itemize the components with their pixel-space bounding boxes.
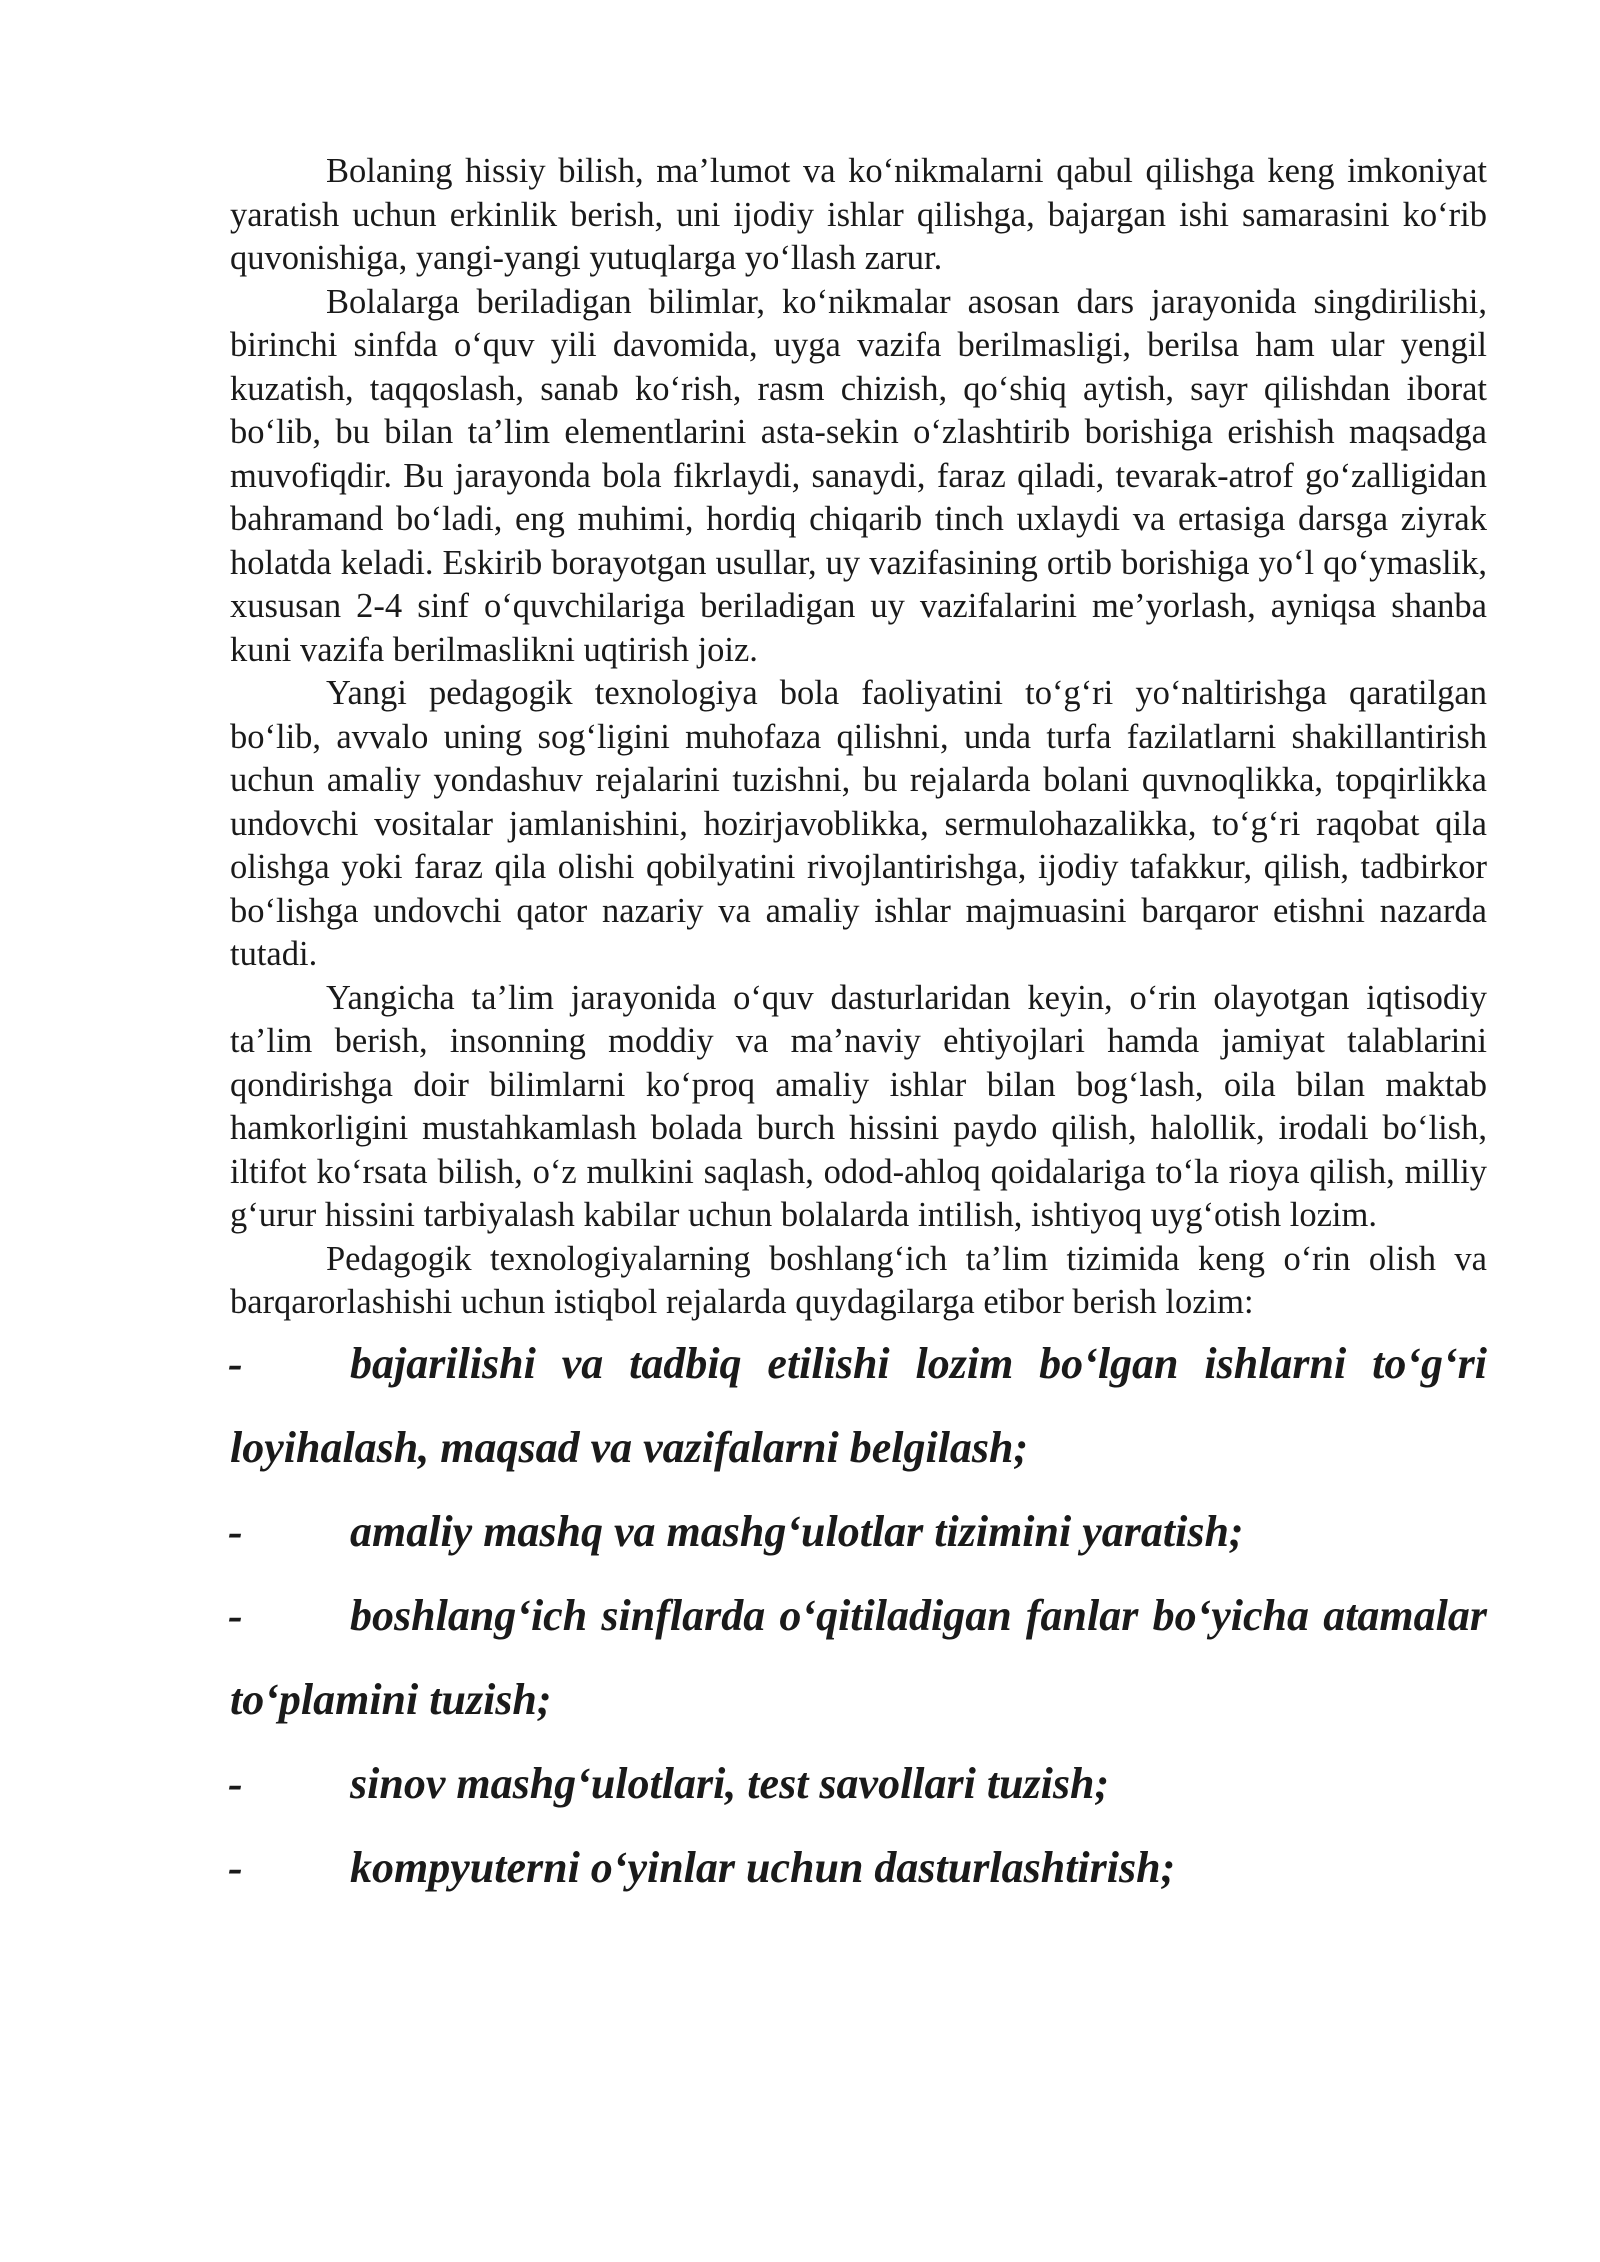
list-item [230, 1742, 1487, 1826]
list-item-text: amaliy mashq va mashg‘ulotlar tizimini yaratish; [350, 1506, 1244, 1556]
paragraph-4: Yangicha ta’lim jarayonida o‘quv dasturlaridan keyin, o‘rin olayotgan iqtisodiy ta’lim berish, insonning moddiy va ma’naviy ehtiyojlari hamda jamiyat talablarini qondirishga doir bilimlarni ko‘proq amaliy ishlar bilan bog‘lash, oila bilan maktab hamkorligini mustahkamlash bolada burch hissini paydo qilish, halollik, irodali bo‘lish, iltifot ko‘rsata bilish, o‘z mulkini saqlash, odod-ahloq qoidalariga to‘la rioya qilish, milliy g‘urur hissini tarbiyalash kabilar uchun bolalarda intilish, ishtiyoq uyg‘otish lozim. [230, 978, 1487, 1234]
paragraph-5: Pedagogik texnologiyalarning boshlang‘ich ta’lim tizimida keng o‘rin olish va barqarorlashishi uchun istiqbol rejalarda quydagilarga etibor berish lozim: [230, 1239, 1487, 1321]
document-page [230, 150, 1487, 1910]
list-item [230, 1826, 1487, 1910]
list-dash: - [228, 1590, 243, 1640]
list-item-text: bajarilishi va tadbiq etilishi lozim bo‘lgan ishlarni to‘g‘ri loyihalash, maqsad va vazifalarni belgilash; [230, 1338, 1487, 1472]
recommendation-list [230, 1322, 1487, 1910]
paragraph-1: Bolaning hissiy bilish, ma’lumot va ko‘nikmalarni qabul qilishga keng imkoniyat yaratish uchun erkinlik berish, uni ijodiy ishlar qilishga, bajargan ishi samarasini ko‘rib quvonishiga, yangi-yangi yutuqlarga yo‘llash zarur. [230, 152, 1487, 277]
list-dash: - [228, 1842, 243, 1892]
paragraph-3: Yangi pedagogik texnologiya bola faoliyatini to‘g‘ri yo‘naltirishga qaratilgan bo‘lib, avvalo uning sog‘ligini muhofaza qilishni, unda turfa fazilatlarni shakillantirish uchun amaliy yondashuv rejalarini tuzishni, bu rejalarda bolani quvnoqlikka, topqirlikka undovchi vositalar jamlanishini, hozirjavoblikka, sermulohazalikka, to‘g‘ri raqobat qila olishga yoki faraz qila olishi qobilyatini rivojlantirishga, ijodiy tafakkur, qilish, tadbirkor bo‘lishga undovchi qator nazariy va amaliy ishlar majmuasini barqaror etishni nazarda tutadi. [230, 674, 1487, 973]
list-item-text: boshlang‘ich sinflarda o‘qitiladigan fanlar bo‘yicha atamalar to‘plamini tuzish; [230, 1590, 1487, 1724]
list-item [230, 1322, 1487, 1490]
list-item-text: kompyuterni o‘yinlar uchun dasturlashtirish; [350, 1842, 1176, 1892]
list-item [230, 1490, 1487, 1574]
list-dash: - [228, 1338, 243, 1388]
list-item [230, 1574, 1487, 1742]
list-item-text: sinov mashg‘ulotlari, test savollari tuzish; [350, 1758, 1110, 1808]
paragraph-2: Bolalarga beriladigan bilimlar, ko‘nikmalar asosan dars jarayonida singdirilishi, birinchi sinfda o‘quv yili davomida, uyga vazifa berilmasligi, berilsa ham ular yengil kuzatish, taqqoslash, sanab ko‘rish, rasm chizish, qo‘shiq aytish, sayr qilishdan iborat bo‘lib, bu bilan ta’lim elementlarini asta-sekin o‘zlashtirib borishiga erishish maqsadga muvofiqdir. Bu jarayonda bola fikrlaydi, sanaydi, faraz qiladi, tevarak-atrof go‘zalligidan bahramand bo‘ladi, eng muhimi, hordiq chiqarib tinch uxlaydi va ertasiga darsga ziyrak holatda keladi. Eskirib borayotgan usullar, uy vazifasining ortib borishiga yo‘l qo‘ymaslik, xususan 2-4 sinf o‘quvchilariga beriladigan uy vazifalarini me’yorlash, ayniqsa shanba kuni vazifa berilmaslikni uqtirish joiz. [230, 282, 1487, 669]
list-dash: - [228, 1506, 243, 1556]
list-dash: - [228, 1758, 243, 1808]
